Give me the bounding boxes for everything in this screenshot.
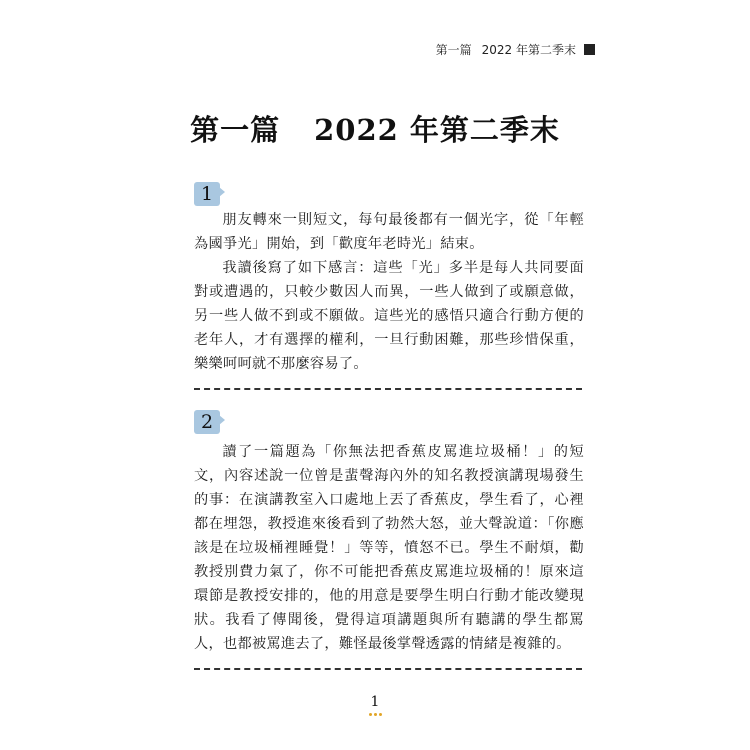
section-number-badge [194, 182, 220, 206]
running-header-chapter: 第一篇 [435, 42, 472, 57]
page-dots-icon [369, 713, 382, 716]
paragraph: 朋友轉來一則短文，每句最後都有一個光字，從「年輕為國爭光」開始，到「歡度年老時光」結束。 [194, 212, 584, 252]
paragraph: 讀了一篇題為「你無法把香蕉皮罵進垃圾桶！」的短文，內容述說一位曾是蜚聲海內外的知名教授演講現場發生的事：在演講教室入口處地上丟了香蕉皮，學生看了，心裡都在埋怨，教授進來後看到了勃然大怒，並大聲說道：「你應該是在垃圾桶裡睡覺！」等等，憤怒不已。學生不耐煩，勸教授別費力氣了，你不可能把香蕉皮罵進垃圾桶的！原來這環節是教授安排的，他的用意是要學生明白行動才能改變現狀。我看了傳聞後，覺得這項講題與所有聽講的學生都罵人，也都被罵進去了，難怪最後掌聲透露的情緒是複雜的。 [194, 444, 584, 652]
running-header [420, 38, 595, 60]
chapter-title-text: 2022 年第二季末 [314, 113, 560, 147]
dashed-divider [194, 668, 582, 670]
header-square-icon [584, 44, 595, 55]
section-1 [194, 182, 584, 390]
section-2 [194, 410, 584, 670]
paragraph: 我讀後寫了如下感言：這些「光」多半是每人共同要面對或遭遇的，只較少數因人而異，一些人做到了或願意做，另一些人做不到或不願做。這些光的感悟只適合行動方便的老年人，才有選擇的權利，一旦行動困難，那些珍惜保重，樂樂呵呵就不那麼容易了。 [194, 260, 584, 372]
section-number: 1 [200, 183, 214, 205]
speech-bubble-tail-icon [219, 187, 225, 197]
section-number-badge [194, 410, 220, 434]
page-number: 1 [370, 694, 380, 710]
chapter-title-label: 第一篇 [190, 113, 281, 147]
speech-bubble-tail-icon [219, 415, 225, 425]
chapter-title [0, 108, 750, 149]
running-header-title: 2022 年第二季末 [481, 42, 576, 57]
dashed-divider [194, 388, 582, 390]
section-number: 2 [200, 411, 214, 433]
